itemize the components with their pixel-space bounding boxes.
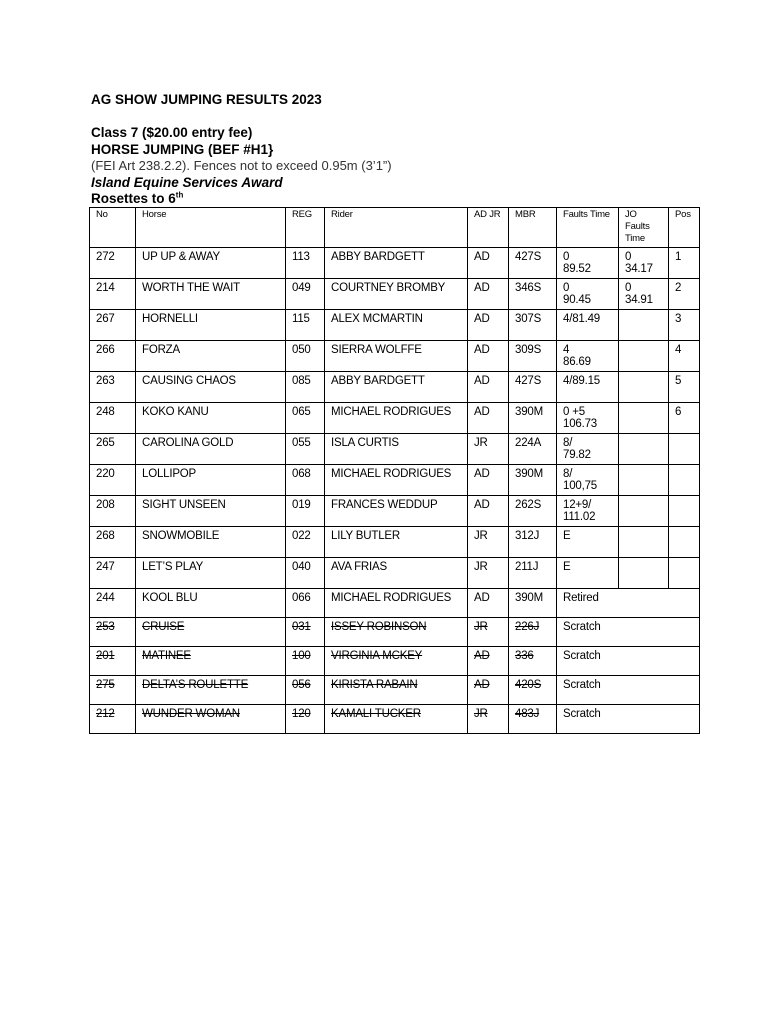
cell-faults-time: 8/ 79.82 <box>557 434 619 465</box>
table-header-row <box>90 208 700 248</box>
table-row <box>90 705 700 734</box>
document-title: AG SHOW JUMPING RESULTS 2023 <box>91 92 322 107</box>
cell-rider: SIERRA WOLFFE <box>325 341 468 372</box>
cell-rider: MICHAEL RODRIGUES <box>325 403 468 434</box>
cell-mbr: 427S <box>509 372 557 403</box>
cell-reg: 066 <box>286 589 325 618</box>
cell-mbr: 312J <box>509 527 557 558</box>
rosettes-text: Rosettes to 6 <box>91 191 176 206</box>
cell-adjr: AD <box>468 647 509 676</box>
cell-no: 267 <box>90 310 136 341</box>
cell-adjr: JR <box>468 618 509 647</box>
table-row <box>90 372 700 403</box>
document-header <box>91 92 392 208</box>
table-row <box>90 403 700 434</box>
cell-rider: ISSEY ROBINSON <box>325 618 468 647</box>
cell-horse: HORNELLI <box>136 310 286 341</box>
cell-reg: 040 <box>286 558 325 589</box>
cell-mbr: 427S <box>509 248 557 279</box>
cell-horse: LET’S PLAY <box>136 558 286 589</box>
cell-status: Scratch <box>557 647 700 676</box>
cell-jo-faults-time <box>619 527 669 558</box>
cell-mbr: 390M <box>509 403 557 434</box>
cell-faults-time: 0 89.52 <box>557 248 619 279</box>
col-header-pos: Pos <box>669 208 700 248</box>
cell-faults-time: 0 90.45 <box>557 279 619 310</box>
cell-horse: WORTH THE WAIT <box>136 279 286 310</box>
cell-no: 201 <box>90 647 136 676</box>
cell-rider: ISLA CURTIS <box>325 434 468 465</box>
cell-mbr: 346S <box>509 279 557 310</box>
cell-reg: 049 <box>286 279 325 310</box>
cell-status: Retired <box>557 589 700 618</box>
cell-horse: KOOL BLU <box>136 589 286 618</box>
cell-faults-time: 8/ 100,75 <box>557 465 619 496</box>
table-row <box>90 341 700 372</box>
cell-horse: KOKO KANU <box>136 403 286 434</box>
table-row <box>90 527 700 558</box>
cell-adjr: JR <box>468 434 509 465</box>
cell-adjr: AD <box>468 372 509 403</box>
cell-mbr: 390M <box>509 465 557 496</box>
cell-rider: KAMALI TUCKER <box>325 705 468 734</box>
cell-reg: 050 <box>286 341 325 372</box>
cell-reg: 055 <box>286 434 325 465</box>
cell-pos <box>669 558 700 589</box>
table-row <box>90 279 700 310</box>
col-header-horse: Horse <box>136 208 286 248</box>
cell-jo-faults-time: 0 34.91 <box>619 279 669 310</box>
cell-adjr: AD <box>468 676 509 705</box>
table-row <box>90 434 700 465</box>
cell-mbr: 226J <box>509 618 557 647</box>
cell-horse: MATINEE <box>136 647 286 676</box>
cell-rider: FRANCES WEDDUP <box>325 496 468 527</box>
cell-no: 247 <box>90 558 136 589</box>
cell-faults-time: 12+9/ 111.02 <box>557 496 619 527</box>
cell-reg: 100 <box>286 647 325 676</box>
cell-rider: MICHAEL RODRIGUES <box>325 589 468 618</box>
cell-mbr: 420S <box>509 676 557 705</box>
cell-adjr: JR <box>468 558 509 589</box>
cell-jo-faults-time <box>619 372 669 403</box>
col-header-faults-time: Faults Time <box>557 208 619 248</box>
cell-pos <box>669 434 700 465</box>
cell-jo-faults-time <box>619 341 669 372</box>
cell-status: Scratch <box>557 618 700 647</box>
cell-reg: 056 <box>286 676 325 705</box>
cell-reg: 019 <box>286 496 325 527</box>
table-row <box>90 647 700 676</box>
cell-no: 214 <box>90 279 136 310</box>
cell-adjr: AD <box>468 465 509 496</box>
col-header-jo-text: JO Faults Time <box>625 209 650 244</box>
cell-faults-time: E <box>557 558 619 589</box>
table-row <box>90 496 700 527</box>
table-row <box>90 310 700 341</box>
table-row <box>90 589 700 618</box>
cell-jo-faults-time <box>619 434 669 465</box>
cell-mbr: 483J <box>509 705 557 734</box>
col-header-rider: Rider <box>325 208 468 248</box>
cell-adjr: AD <box>468 589 509 618</box>
cell-horse: SIGHT UNSEEN <box>136 496 286 527</box>
cell-no: 263 <box>90 372 136 403</box>
cell-mbr: 307S <box>509 310 557 341</box>
cell-reg: 115 <box>286 310 325 341</box>
cell-rider: COURTNEY BROMBY <box>325 279 468 310</box>
cell-adjr: AD <box>468 496 509 527</box>
cell-no: 268 <box>90 527 136 558</box>
cell-adjr: AD <box>468 341 509 372</box>
cell-rider: KIRISTA RABAIN <box>325 676 468 705</box>
cell-horse: CAROLINA GOLD <box>136 434 286 465</box>
cell-no: 272 <box>90 248 136 279</box>
cell-pos <box>669 465 700 496</box>
cell-faults-time: 4/89.15 <box>557 372 619 403</box>
cell-reg: 085 <box>286 372 325 403</box>
cell-horse: DELTA’S ROULETTE <box>136 676 286 705</box>
table-row <box>90 676 700 705</box>
cell-reg: 113 <box>286 248 325 279</box>
cell-pos: 5 <box>669 372 700 403</box>
col-header-reg: REG <box>286 208 325 248</box>
cell-rider: ABBY BARDGETT <box>325 372 468 403</box>
cell-horse: UP UP & AWAY <box>136 248 286 279</box>
event-name: HORSE JUMPING (BEF #H1} <box>91 141 274 157</box>
cell-reg: 065 <box>286 403 325 434</box>
cell-horse: SNOWMOBILE <box>136 527 286 558</box>
cell-faults-time: 4/81.49 <box>557 310 619 341</box>
cell-adjr: AD <box>468 248 509 279</box>
cell-faults-time: E <box>557 527 619 558</box>
cell-mbr: 309S <box>509 341 557 372</box>
cell-horse: CRUISE <box>136 618 286 647</box>
results-table <box>89 207 700 734</box>
cell-jo-faults-time <box>619 558 669 589</box>
cell-no: 244 <box>90 589 136 618</box>
cell-rider: MICHAEL RODRIGUES <box>325 465 468 496</box>
cell-reg: 031 <box>286 618 325 647</box>
results-body <box>90 248 700 734</box>
cell-no: 265 <box>90 434 136 465</box>
cell-rider: LILY BUTLER <box>325 527 468 558</box>
col-header-adjr: AD JR <box>468 208 509 248</box>
cell-no: 208 <box>90 496 136 527</box>
award-line: Island Equine Services Award <box>91 174 283 190</box>
cell-rider: VIRGINIA MCKEY <box>325 647 468 676</box>
cell-adjr: JR <box>468 527 509 558</box>
table-row <box>90 248 700 279</box>
cell-faults-time: 4 86.69 <box>557 341 619 372</box>
cell-jo-faults-time <box>619 310 669 341</box>
cell-pos: 4 <box>669 341 700 372</box>
cell-status: Scratch <box>557 705 700 734</box>
cell-mbr: 336 <box>509 647 557 676</box>
cell-pos: 1 <box>669 248 700 279</box>
col-header-mbr: MBR <box>509 208 557 248</box>
cell-horse: LOLLIPOP <box>136 465 286 496</box>
cell-mbr: 224A <box>509 434 557 465</box>
cell-no: 220 <box>90 465 136 496</box>
cell-adjr: AD <box>468 279 509 310</box>
class-line: Class 7 ($20.00 entry fee) <box>91 125 253 140</box>
cell-adjr: AD <box>468 310 509 341</box>
cell-rider: ALEX MCMARTIN <box>325 310 468 341</box>
cell-no: 212 <box>90 705 136 734</box>
table-row <box>90 465 700 496</box>
cell-horse: CAUSING CHAOS <box>136 372 286 403</box>
rule-line: (FEI Art 238.2.2). Fences not to exceed 0.95m (3’1”) <box>91 158 392 173</box>
cell-jo-faults-time: 0 34.17 <box>619 248 669 279</box>
cell-pos <box>669 496 700 527</box>
cell-reg: 120 <box>286 705 325 734</box>
table-row <box>90 618 700 647</box>
cell-no: 253 <box>90 618 136 647</box>
cell-jo-faults-time <box>619 403 669 434</box>
cell-horse: WUNDER WOMAN <box>136 705 286 734</box>
cell-adjr: AD <box>468 403 509 434</box>
cell-rider: ABBY BARDGETT <box>325 248 468 279</box>
cell-pos: 3 <box>669 310 700 341</box>
table-row <box>90 558 700 589</box>
cell-faults-time: 0 +5 106.73 <box>557 403 619 434</box>
rosettes-sup: th <box>175 190 184 200</box>
cell-pos <box>669 527 700 558</box>
rosettes-line <box>91 191 392 208</box>
cell-reg: 068 <box>286 465 325 496</box>
cell-reg: 022 <box>286 527 325 558</box>
cell-jo-faults-time <box>619 496 669 527</box>
cell-no: 248 <box>90 403 136 434</box>
cell-no: 275 <box>90 676 136 705</box>
cell-pos: 2 <box>669 279 700 310</box>
cell-adjr: JR <box>468 705 509 734</box>
cell-mbr: 390M <box>509 589 557 618</box>
cell-mbr: 262S <box>509 496 557 527</box>
cell-pos: 6 <box>669 403 700 434</box>
cell-jo-faults-time <box>619 465 669 496</box>
cell-rider: AVA FRIAS <box>325 558 468 589</box>
col-header-no: No <box>90 208 136 248</box>
cell-mbr: 211J <box>509 558 557 589</box>
cell-horse: FORZA <box>136 341 286 372</box>
cell-no: 266 <box>90 341 136 372</box>
cell-status: Scratch <box>557 676 700 705</box>
col-header-jo-faults-time <box>619 208 669 248</box>
